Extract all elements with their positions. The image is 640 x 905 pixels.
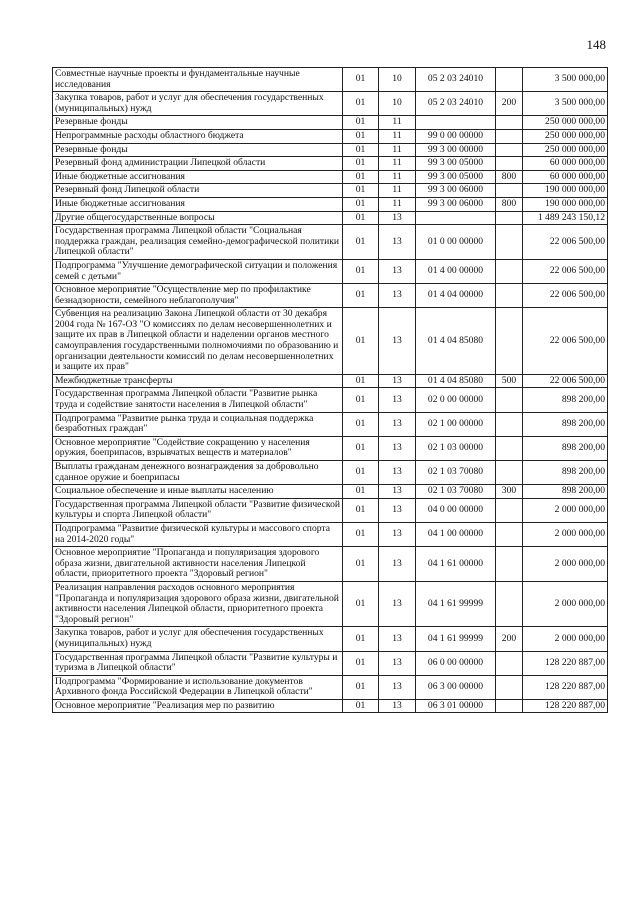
amount-cell: 2 000 000,00 (523, 547, 608, 582)
amount-cell: 2 000 000,00 (523, 522, 608, 546)
amount-cell: 250 000 000,00 (523, 143, 608, 157)
table-row (53, 284, 608, 308)
row-name-cell: Подпрограмма "Улучшение демографической ситуации и положения семей с детьми" (53, 259, 343, 283)
subsection-code-cell: 13 (379, 308, 416, 375)
table-row (53, 485, 608, 499)
table-row (53, 699, 608, 713)
subsection-code-cell: 13 (379, 651, 416, 675)
row-name-cell: Государственная программа Липецкой области "Развитие физической культуры и спорта Липецкой области" (53, 498, 343, 522)
expense-type-cell: 800 (496, 170, 523, 184)
amount-cell: 22 006 500,00 (523, 259, 608, 283)
subsection-code-cell: 13 (379, 675, 416, 699)
page-number: 148 (586, 37, 606, 52)
section-code-cell: 01 (343, 485, 379, 499)
amount-cell: 190 000 000,00 (523, 197, 608, 211)
amount-cell: 60 000 000,00 (523, 170, 608, 184)
row-name-cell: Совместные научные проекты и фундаментальные научные исследования (53, 68, 343, 92)
section-code-cell: 01 (343, 92, 379, 116)
row-name-cell: Непрограммные расходы областного бюджета (53, 129, 343, 143)
subsection-code-cell: 13 (379, 388, 416, 412)
target-item-cell: 99 3 00 00000 (416, 143, 496, 157)
subsection-code-cell: 13 (379, 374, 416, 388)
expense-type-cell (496, 498, 523, 522)
section-code-cell: 01 (343, 412, 379, 436)
section-code-cell: 01 (343, 259, 379, 283)
subsection-code-cell: 13 (379, 412, 416, 436)
section-code-cell: 01 (343, 197, 379, 211)
row-name-cell: Иные бюджетные ассигнования (53, 197, 343, 211)
section-code-cell: 01 (343, 157, 379, 171)
table-row (53, 547, 608, 582)
table-row (53, 225, 608, 260)
row-name-cell: Государственная программа Липецкой области "Развитие рынка труда и содействие занятости населения в Липецкой области" (53, 388, 343, 412)
section-code-cell: 01 (343, 374, 379, 388)
target-item-cell: 04 1 00 00000 (416, 522, 496, 546)
expense-type-cell: 800 (496, 197, 523, 211)
row-name-cell: Резервный фонд Липецкой области (53, 184, 343, 198)
expense-type-cell (496, 225, 523, 260)
subsection-code-cell: 10 (379, 68, 416, 92)
row-name-cell: Закупка товаров, работ и услуг для обеспечения государственных (муниципальных) нужд (53, 627, 343, 651)
amount-cell: 22 006 500,00 (523, 308, 608, 375)
amount-cell: 60 000 000,00 (523, 157, 608, 171)
target-item-cell: 04 0 00 00000 (416, 498, 496, 522)
target-item-cell: 02 1 03 00000 (416, 436, 496, 460)
expense-type-cell (496, 143, 523, 157)
subsection-code-cell: 13 (379, 485, 416, 499)
target-item-cell: 02 1 03 70080 (416, 461, 496, 485)
row-name-cell: Основное мероприятие "Содействие сокращению у населения оружия, боеприпасов, взрывчатых веществ и материалов" (53, 436, 343, 460)
target-item-cell (416, 211, 496, 225)
row-name-cell: Государственная программа Липецкой области "Социальная поддержка граждан, реализация семейно-демографической политики Липецкой области" (53, 225, 343, 260)
table-row (53, 157, 608, 171)
target-item-cell: 01 4 04 85080 (416, 374, 496, 388)
section-code-cell: 01 (343, 581, 379, 626)
section-code-cell: 01 (343, 522, 379, 546)
expense-type-cell (496, 68, 523, 92)
target-item-cell: 06 3 00 00000 (416, 675, 496, 699)
section-code-cell: 01 (343, 116, 379, 130)
expense-type-cell (496, 461, 523, 485)
table-row (53, 522, 608, 546)
table-row (53, 436, 608, 460)
row-name-cell: Закупка товаров, работ и услуг для обеспечения государственных (муниципальных) нужд (53, 92, 343, 116)
table-row (53, 308, 608, 375)
amount-cell: 3 500 000,00 (523, 68, 608, 92)
target-item-cell: 02 1 03 70080 (416, 485, 496, 499)
subsection-code-cell: 13 (379, 699, 416, 713)
section-code-cell: 01 (343, 461, 379, 485)
table-row (53, 412, 608, 436)
amount-cell: 250 000 000,00 (523, 116, 608, 130)
section-code-cell: 01 (343, 651, 379, 675)
expense-type-cell (496, 412, 523, 436)
table-row (53, 143, 608, 157)
table-row (53, 388, 608, 412)
target-item-cell: 04 1 61 00000 (416, 547, 496, 582)
subsection-code-cell: 13 (379, 225, 416, 260)
amount-cell: 898 200,00 (523, 388, 608, 412)
expense-type-cell (496, 547, 523, 582)
target-item-cell: 06 0 00 00000 (416, 651, 496, 675)
amount-cell: 2 000 000,00 (523, 498, 608, 522)
target-item-cell: 04 1 61 99999 (416, 581, 496, 626)
row-name-cell: Реализация направления расходов основного мероприятия "Пропаганда и популяризация здорового образа жизни, двигательной активности населения Липецкой области, приоритетного проекта "Здоровый регион" (53, 581, 343, 626)
expense-type-cell (496, 388, 523, 412)
subsection-code-cell: 11 (379, 157, 416, 171)
amount-cell: 898 200,00 (523, 412, 608, 436)
target-item-cell: 02 0 00 00000 (416, 388, 496, 412)
amount-cell: 2 000 000,00 (523, 627, 608, 651)
subsection-code-cell: 13 (379, 547, 416, 582)
amount-cell: 250 000 000,00 (523, 129, 608, 143)
amount-cell: 2 000 000,00 (523, 581, 608, 626)
table-row (53, 211, 608, 225)
row-name-cell: Другие общегосударственные вопросы (53, 211, 343, 225)
target-item-cell: 05 2 03 24010 (416, 92, 496, 116)
section-code-cell: 01 (343, 699, 379, 713)
expense-type-cell (496, 259, 523, 283)
section-code-cell: 01 (343, 184, 379, 198)
section-code-cell: 01 (343, 170, 379, 184)
expense-type-cell (496, 116, 523, 130)
target-item-cell: 02 1 00 00000 (416, 412, 496, 436)
table-row (53, 184, 608, 198)
amount-cell: 22 006 500,00 (523, 374, 608, 388)
table-row (53, 197, 608, 211)
amount-cell: 22 006 500,00 (523, 284, 608, 308)
subsection-code-cell: 11 (379, 116, 416, 130)
row-name-cell: Межбюджетные трансферты (53, 374, 343, 388)
row-name-cell: Социальное обеспечение и иные выплаты населению (53, 485, 343, 499)
table-row (53, 374, 608, 388)
amount-cell: 22 006 500,00 (523, 225, 608, 260)
expense-type-cell (496, 675, 523, 699)
target-item-cell: 99 3 00 05000 (416, 170, 496, 184)
row-name-cell: Основное мероприятие "Осуществление мер по профилактике безнадзорности, семейного неблагополучия" (53, 284, 343, 308)
row-name-cell: Подпрограмма "Развитие рынка труда и социальная поддержка безработных граждан" (53, 412, 343, 436)
row-name-cell: Выплаты гражданам денежного вознаграждения за добровольно сданное оружие и боеприпасы (53, 461, 343, 485)
subsection-code-cell: 13 (379, 211, 416, 225)
section-code-cell: 01 (343, 211, 379, 225)
section-code-cell: 01 (343, 284, 379, 308)
target-item-cell: 01 0 00 00000 (416, 225, 496, 260)
expense-type-cell (496, 436, 523, 460)
amount-cell: 128 220 887,00 (523, 699, 608, 713)
section-code-cell: 01 (343, 68, 379, 92)
target-item-cell (416, 116, 496, 130)
section-code-cell: 01 (343, 436, 379, 460)
expense-type-cell (496, 522, 523, 546)
subsection-code-cell: 13 (379, 284, 416, 308)
section-code-cell: 01 (343, 143, 379, 157)
target-item-cell: 04 1 61 99999 (416, 627, 496, 651)
expense-type-cell (496, 699, 523, 713)
row-name-cell: Резервные фонды (53, 116, 343, 130)
section-code-cell: 01 (343, 129, 379, 143)
row-name-cell: Основное мероприятие "Пропаганда и популяризация здорового образа жизни, двигательной активности населения Липецкой области, приоритетного проекта "Здоровый регион" (53, 547, 343, 582)
expense-type-cell (496, 184, 523, 198)
target-item-cell: 06 3 01 00000 (416, 699, 496, 713)
target-item-cell: 01 4 00 00000 (416, 259, 496, 283)
table-row (53, 116, 608, 130)
subsection-code-cell: 11 (379, 184, 416, 198)
section-code-cell: 01 (343, 225, 379, 260)
subsection-code-cell: 13 (379, 522, 416, 546)
amount-cell: 190 000 000,00 (523, 184, 608, 198)
amount-cell: 3 500 000,00 (523, 92, 608, 116)
amount-cell: 898 200,00 (523, 436, 608, 460)
row-name-cell: Подпрограмма "Формирование и использование документов Архивного фонда Российской Федерации в Липецкой области" (53, 675, 343, 699)
amount-cell: 898 200,00 (523, 461, 608, 485)
expense-type-cell: 200 (496, 92, 523, 116)
expense-type-cell (496, 308, 523, 375)
row-name-cell: Подпрограмма "Развитие физической культуры и массового спорта на 2014-2020 годы" (53, 522, 343, 546)
subsection-code-cell: 13 (379, 461, 416, 485)
table-row (53, 498, 608, 522)
table-row (53, 627, 608, 651)
row-name-cell: Резервные фонды (53, 143, 343, 157)
table-row (53, 259, 608, 283)
target-item-cell: 99 0 00 00000 (416, 129, 496, 143)
table-row (53, 581, 608, 626)
expense-type-cell: 300 (496, 485, 523, 499)
row-name-cell: Основное мероприятие "Реализация мер по развитию (53, 699, 343, 713)
table-row (53, 675, 608, 699)
table-row (53, 170, 608, 184)
table-row (53, 651, 608, 675)
amount-cell: 1 489 243 150,12 (523, 211, 608, 225)
row-name-cell: Субвенция на реализацию Закона Липецкой области от 30 декабря 2004 года № 167-ОЗ "О комиссиях по делам несовершеннолетних и защите их прав в Липецкой области и наделении органов местного самоуправления государственными полномочиями по образованию и организации деятельности комиссий по делам несовершеннолетних и защите их прав" (53, 308, 343, 375)
section-code-cell: 01 (343, 388, 379, 412)
subsection-code-cell: 10 (379, 92, 416, 116)
target-item-cell: 05 2 03 24010 (416, 68, 496, 92)
target-item-cell: 01 4 04 85080 (416, 308, 496, 375)
budget-table (52, 67, 608, 713)
expense-type-cell: 500 (496, 374, 523, 388)
subsection-code-cell: 13 (379, 581, 416, 626)
amount-cell: 898 200,00 (523, 485, 608, 499)
subsection-code-cell: 13 (379, 436, 416, 460)
table-row (53, 68, 608, 92)
expense-type-cell (496, 651, 523, 675)
amount-cell: 128 220 887,00 (523, 651, 608, 675)
section-code-cell: 01 (343, 675, 379, 699)
row-name-cell: Иные бюджетные ассигнования (53, 170, 343, 184)
target-item-cell: 99 3 00 05000 (416, 157, 496, 171)
row-name-cell: Государственная программа Липецкой области "Развитие культуры и туризма в Липецкой области" (53, 651, 343, 675)
section-code-cell: 01 (343, 627, 379, 651)
expense-type-cell: 200 (496, 627, 523, 651)
table-row (53, 92, 608, 116)
target-item-cell: 99 3 00 06000 (416, 197, 496, 211)
subsection-code-cell: 13 (379, 259, 416, 283)
expense-type-cell (496, 157, 523, 171)
table-row (53, 129, 608, 143)
target-item-cell: 01 4 04 00000 (416, 284, 496, 308)
expense-type-cell (496, 284, 523, 308)
target-item-cell: 99 3 00 06000 (416, 184, 496, 198)
subsection-code-cell: 11 (379, 170, 416, 184)
subsection-code-cell: 13 (379, 627, 416, 651)
section-code-cell: 01 (343, 308, 379, 375)
section-code-cell: 01 (343, 547, 379, 582)
expense-type-cell (496, 211, 523, 225)
table-row (53, 461, 608, 485)
subsection-code-cell: 11 (379, 129, 416, 143)
section-code-cell: 01 (343, 498, 379, 522)
amount-cell: 128 220 887,00 (523, 675, 608, 699)
subsection-code-cell: 11 (379, 197, 416, 211)
budget-table-body (53, 68, 608, 713)
expense-type-cell (496, 581, 523, 626)
subsection-code-cell: 13 (379, 498, 416, 522)
subsection-code-cell: 11 (379, 143, 416, 157)
row-name-cell: Резервный фонд администрации Липецкой области (53, 157, 343, 171)
expense-type-cell (496, 129, 523, 143)
